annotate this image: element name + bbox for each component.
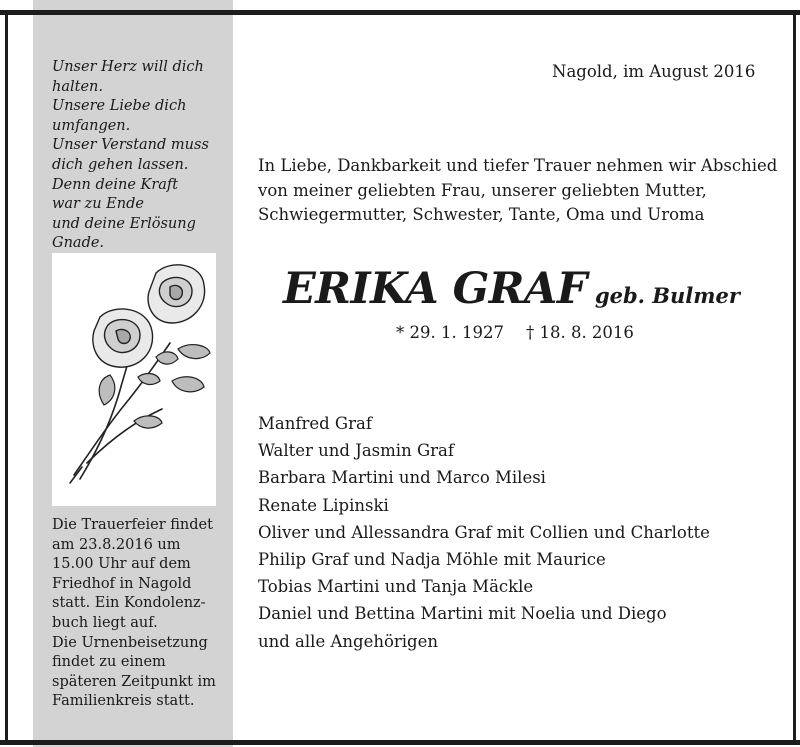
poem-line: Unsere Liebe dich	[52, 98, 187, 115]
mourner: und alle Angehörigen	[258, 631, 439, 651]
intro-line: von meiner geliebten Frau, unserer geliebten Mutter,	[258, 180, 707, 200]
info-line: Die Urnenbeisetzung	[52, 634, 208, 651]
info-line: am 23.8.2016 um	[52, 536, 181, 553]
mourner: Oliver und Allessandra Graf mit Collien und Charlotte	[258, 522, 710, 542]
info-line: Die Trauerfeier findet	[52, 517, 213, 533]
info-line: findet zu einem	[52, 654, 166, 671]
mourner: Tobias Martini und Tanja Mäckle	[258, 577, 534, 597]
rose-image	[52, 253, 216, 506]
border-right	[793, 10, 796, 745]
death-date: † 18. 8. 2016	[525, 323, 634, 342]
poem-line: Unser Verstand muss	[52, 137, 209, 154]
mourner: Walter und Jasmin Graf	[258, 441, 454, 461]
border-bottom	[0, 740, 800, 745]
poem-line: umfangen.	[52, 117, 131, 134]
mourner: Philip Graf und Nadja Möhle mit Maurice	[258, 550, 606, 570]
info-line: Friedhof in Nagold	[52, 575, 192, 592]
poem-line: Denn deine Kraft	[52, 176, 179, 193]
mourner: Daniel und Bettina Martini mit Noelia und Diego	[258, 604, 667, 624]
dateline: Nagold, im August 2016	[552, 62, 756, 81]
mourner: Renate Lipinski	[258, 495, 389, 515]
poem-line: Unser Herz will dich	[52, 59, 204, 75]
mourner: Barbara Martini und Marco Milesi	[258, 468, 546, 488]
funeral-info	[52, 516, 227, 712]
poem-line: und deine Erlösung	[52, 215, 196, 232]
info-line: Familienkreis statt.	[52, 693, 195, 710]
border-top	[0, 10, 800, 15]
poem-line: Gnade.	[52, 235, 105, 252]
poem	[52, 58, 227, 254]
rose-icon	[52, 253, 216, 506]
info-line: 15.00 Uhr auf dem	[52, 556, 191, 573]
birth-date: * 29. 1. 1927	[396, 323, 504, 342]
info-line: statt. Ein Kondolenz-	[52, 595, 206, 612]
poem-line: war zu Ende	[52, 196, 144, 213]
poem-line: dich gehen lassen.	[52, 156, 189, 173]
mourner: Manfred Graf	[258, 414, 372, 433]
intro-line: In Liebe, Dankbarkeit und tiefer Trauer nehmen wir Abschied	[258, 156, 778, 175]
mourners-list	[258, 410, 710, 655]
border-left	[5, 10, 8, 745]
maiden-name: geb. Bulmer	[594, 283, 740, 308]
intro-text	[258, 154, 778, 228]
poem-line: halten.	[52, 78, 103, 95]
intro-line: Schwiegermutter, Schwester, Tante, Oma und Uroma	[258, 205, 705, 224]
info-line: späteren Zeitpunkt im	[52, 673, 216, 690]
deceased-name: ERIKA GRAF	[283, 264, 587, 314]
life-dates	[396, 323, 634, 342]
deceased-name-line	[283, 264, 740, 314]
info-line: buch liegt auf.	[52, 614, 158, 631]
